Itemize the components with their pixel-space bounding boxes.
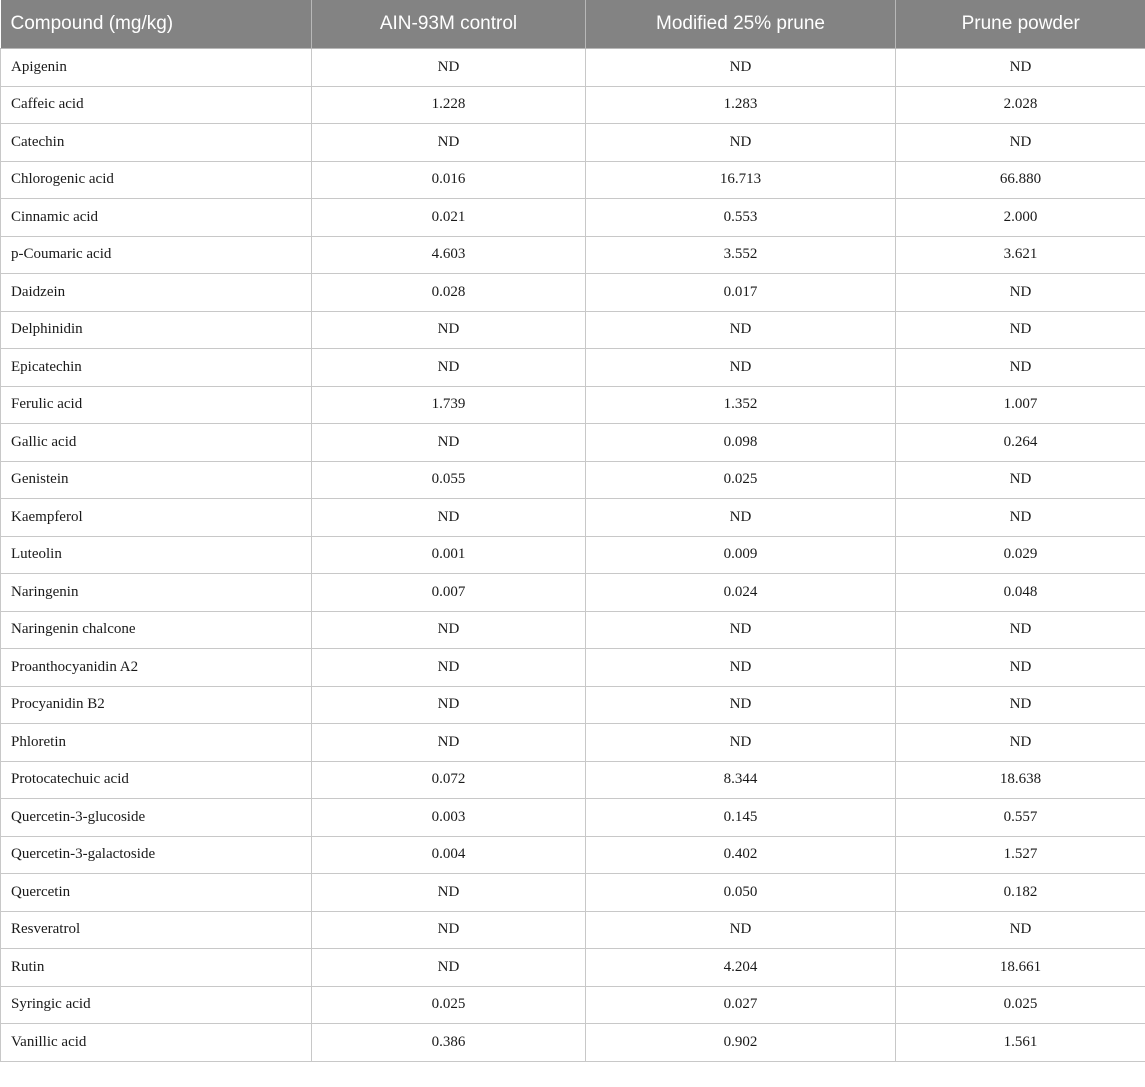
control-value-cell: 1.228 — [312, 86, 586, 124]
compound-cell: Proanthocyanidin A2 — [1, 649, 312, 687]
control-value-cell: 0.007 — [312, 574, 586, 612]
table-row — [1, 799, 1145, 837]
control-value-cell: 4.603 — [312, 236, 586, 274]
modified-prune-value-cell: 1.283 — [586, 86, 896, 124]
control-value-cell: 0.003 — [312, 799, 586, 837]
control-value-cell: ND — [312, 911, 586, 949]
control-value-cell: ND — [312, 124, 586, 162]
modified-prune-value-cell: ND — [586, 649, 896, 687]
prune-powder-value-cell: 1.527 — [896, 836, 1145, 874]
control-value-cell: ND — [312, 49, 586, 87]
table-row — [1, 649, 1145, 687]
prune-powder-value-cell: 66.880 — [896, 161, 1145, 199]
modified-prune-value-cell: ND — [586, 724, 896, 762]
table-row — [1, 874, 1145, 912]
prune-powder-value-cell: ND — [896, 611, 1145, 649]
table-row — [1, 161, 1145, 199]
modified-prune-value-cell: 0.050 — [586, 874, 896, 912]
prune-powder-value-cell: ND — [896, 649, 1145, 687]
prune-powder-value-cell: ND — [896, 911, 1145, 949]
table-row — [1, 611, 1145, 649]
control-value-cell: ND — [312, 499, 586, 537]
control-value-cell: ND — [312, 611, 586, 649]
column-header-prune-powder: Prune powder — [896, 0, 1145, 49]
table-row — [1, 499, 1145, 537]
prune-powder-value-cell: 0.182 — [896, 874, 1145, 912]
table-row — [1, 836, 1145, 874]
modified-prune-value-cell: 0.017 — [586, 274, 896, 312]
modified-prune-value-cell: ND — [586, 911, 896, 949]
compound-cell: Epicatechin — [1, 349, 312, 387]
compound-cell: p-Coumaric acid — [1, 236, 312, 274]
modified-prune-value-cell: 1.352 — [586, 386, 896, 424]
control-value-cell: ND — [312, 649, 586, 687]
modified-prune-value-cell: ND — [586, 611, 896, 649]
table-row — [1, 686, 1145, 724]
modified-prune-value-cell: 0.402 — [586, 836, 896, 874]
control-value-cell: 0.386 — [312, 1024, 586, 1062]
compound-cell: Apigenin — [1, 49, 312, 87]
prune-powder-value-cell: ND — [896, 274, 1145, 312]
modified-prune-value-cell: ND — [586, 124, 896, 162]
control-value-cell: 0.001 — [312, 536, 586, 574]
compound-cell: Catechin — [1, 124, 312, 162]
control-value-cell: ND — [312, 874, 586, 912]
table-row — [1, 911, 1145, 949]
control-value-cell: 0.021 — [312, 199, 586, 237]
table-row — [1, 199, 1145, 237]
prune-powder-value-cell: ND — [896, 724, 1145, 762]
table-row — [1, 311, 1145, 349]
prune-powder-value-cell: 2.000 — [896, 199, 1145, 237]
compound-cell: Quercetin — [1, 874, 312, 912]
compound-cell: Genistein — [1, 461, 312, 499]
compound-cell: Naringenin chalcone — [1, 611, 312, 649]
prune-powder-value-cell: 2.028 — [896, 86, 1145, 124]
compound-cell: Syringic acid — [1, 986, 312, 1024]
control-value-cell: 0.025 — [312, 986, 586, 1024]
column-header-control: AIN-93M control — [312, 0, 586, 49]
control-value-cell: ND — [312, 424, 586, 462]
table-row — [1, 574, 1145, 612]
table-row — [1, 86, 1145, 124]
prune-powder-value-cell: 18.638 — [896, 761, 1145, 799]
column-header-compound: Compound (mg/kg) — [1, 0, 312, 49]
modified-prune-value-cell: 4.204 — [586, 949, 896, 987]
prune-powder-value-cell: 1.561 — [896, 1024, 1145, 1062]
modified-prune-value-cell: 0.902 — [586, 1024, 896, 1062]
compound-cell: Naringenin — [1, 574, 312, 612]
table-row — [1, 49, 1145, 87]
prune-powder-value-cell: ND — [896, 461, 1145, 499]
compound-cell: Phloretin — [1, 724, 312, 762]
modified-prune-value-cell: 0.098 — [586, 424, 896, 462]
modified-prune-value-cell: 0.553 — [586, 199, 896, 237]
compound-cell: Chlorogenic acid — [1, 161, 312, 199]
modified-prune-value-cell: ND — [586, 686, 896, 724]
compound-cell: Quercetin-3-glucoside — [1, 799, 312, 837]
modified-prune-value-cell: 0.027 — [586, 986, 896, 1024]
modified-prune-value-cell: ND — [586, 349, 896, 387]
table-row — [1, 424, 1145, 462]
compound-cell: Delphinidin — [1, 311, 312, 349]
compound-cell: Gallic acid — [1, 424, 312, 462]
table-row — [1, 1024, 1145, 1062]
control-value-cell: ND — [312, 349, 586, 387]
modified-prune-value-cell: 0.009 — [586, 536, 896, 574]
compound-cell: Quercetin-3-galactoside — [1, 836, 312, 874]
compound-cell: Cinnamic acid — [1, 199, 312, 237]
prune-powder-value-cell: 3.621 — [896, 236, 1145, 274]
modified-prune-value-cell: 0.025 — [586, 461, 896, 499]
control-value-cell: ND — [312, 724, 586, 762]
table-row — [1, 536, 1145, 574]
control-value-cell: 0.028 — [312, 274, 586, 312]
prune-powder-value-cell: 0.025 — [896, 986, 1145, 1024]
modified-prune-value-cell: 0.145 — [586, 799, 896, 837]
prune-powder-value-cell: 0.048 — [896, 574, 1145, 612]
table-row — [1, 236, 1145, 274]
modified-prune-value-cell: 3.552 — [586, 236, 896, 274]
prune-powder-value-cell: ND — [896, 311, 1145, 349]
compound-cell: Luteolin — [1, 536, 312, 574]
modified-prune-value-cell: ND — [586, 49, 896, 87]
table-row — [1, 349, 1145, 387]
prune-powder-value-cell: ND — [896, 499, 1145, 537]
table-row — [1, 461, 1145, 499]
table-row — [1, 124, 1145, 162]
control-value-cell: 0.055 — [312, 461, 586, 499]
modified-prune-value-cell: 16.713 — [586, 161, 896, 199]
compound-cell: Caffeic acid — [1, 86, 312, 124]
modified-prune-value-cell: ND — [586, 499, 896, 537]
compound-cell: Kaempferol — [1, 499, 312, 537]
control-value-cell: 0.016 — [312, 161, 586, 199]
prune-powder-value-cell: 18.661 — [896, 949, 1145, 987]
table-row — [1, 386, 1145, 424]
control-value-cell: 1.739 — [312, 386, 586, 424]
control-value-cell: ND — [312, 311, 586, 349]
table-row — [1, 761, 1145, 799]
control-value-cell: 0.004 — [312, 836, 586, 874]
control-value-cell: ND — [312, 686, 586, 724]
prune-powder-value-cell: 0.557 — [896, 799, 1145, 837]
table-row — [1, 986, 1145, 1024]
modified-prune-value-cell: 8.344 — [586, 761, 896, 799]
modified-prune-value-cell: ND — [586, 311, 896, 349]
compound-cell: Protocatechuic acid — [1, 761, 312, 799]
compound-cell: Vanillic acid — [1, 1024, 312, 1062]
control-value-cell: 0.072 — [312, 761, 586, 799]
header-row — [1, 0, 1145, 49]
control-value-cell: ND — [312, 949, 586, 987]
prune-powder-value-cell: 0.264 — [896, 424, 1145, 462]
prune-powder-value-cell: ND — [896, 349, 1145, 387]
prune-powder-value-cell: 1.007 — [896, 386, 1145, 424]
column-header-modified-prune: Modified 25% prune — [586, 0, 896, 49]
table-row — [1, 724, 1145, 762]
modified-prune-value-cell: 0.024 — [586, 574, 896, 612]
compound-cell: Resveratrol — [1, 911, 312, 949]
table-body — [1, 49, 1145, 1062]
prune-powder-value-cell: ND — [896, 686, 1145, 724]
compound-cell: Daidzein — [1, 274, 312, 312]
compound-cell: Procyanidin B2 — [1, 686, 312, 724]
prune-powder-value-cell: 0.029 — [896, 536, 1145, 574]
prune-powder-value-cell: ND — [896, 49, 1145, 87]
compound-cell: Ferulic acid — [1, 386, 312, 424]
compound-cell: Rutin — [1, 949, 312, 987]
table-row — [1, 949, 1145, 987]
table-row — [1, 274, 1145, 312]
prune-powder-value-cell: ND — [896, 124, 1145, 162]
